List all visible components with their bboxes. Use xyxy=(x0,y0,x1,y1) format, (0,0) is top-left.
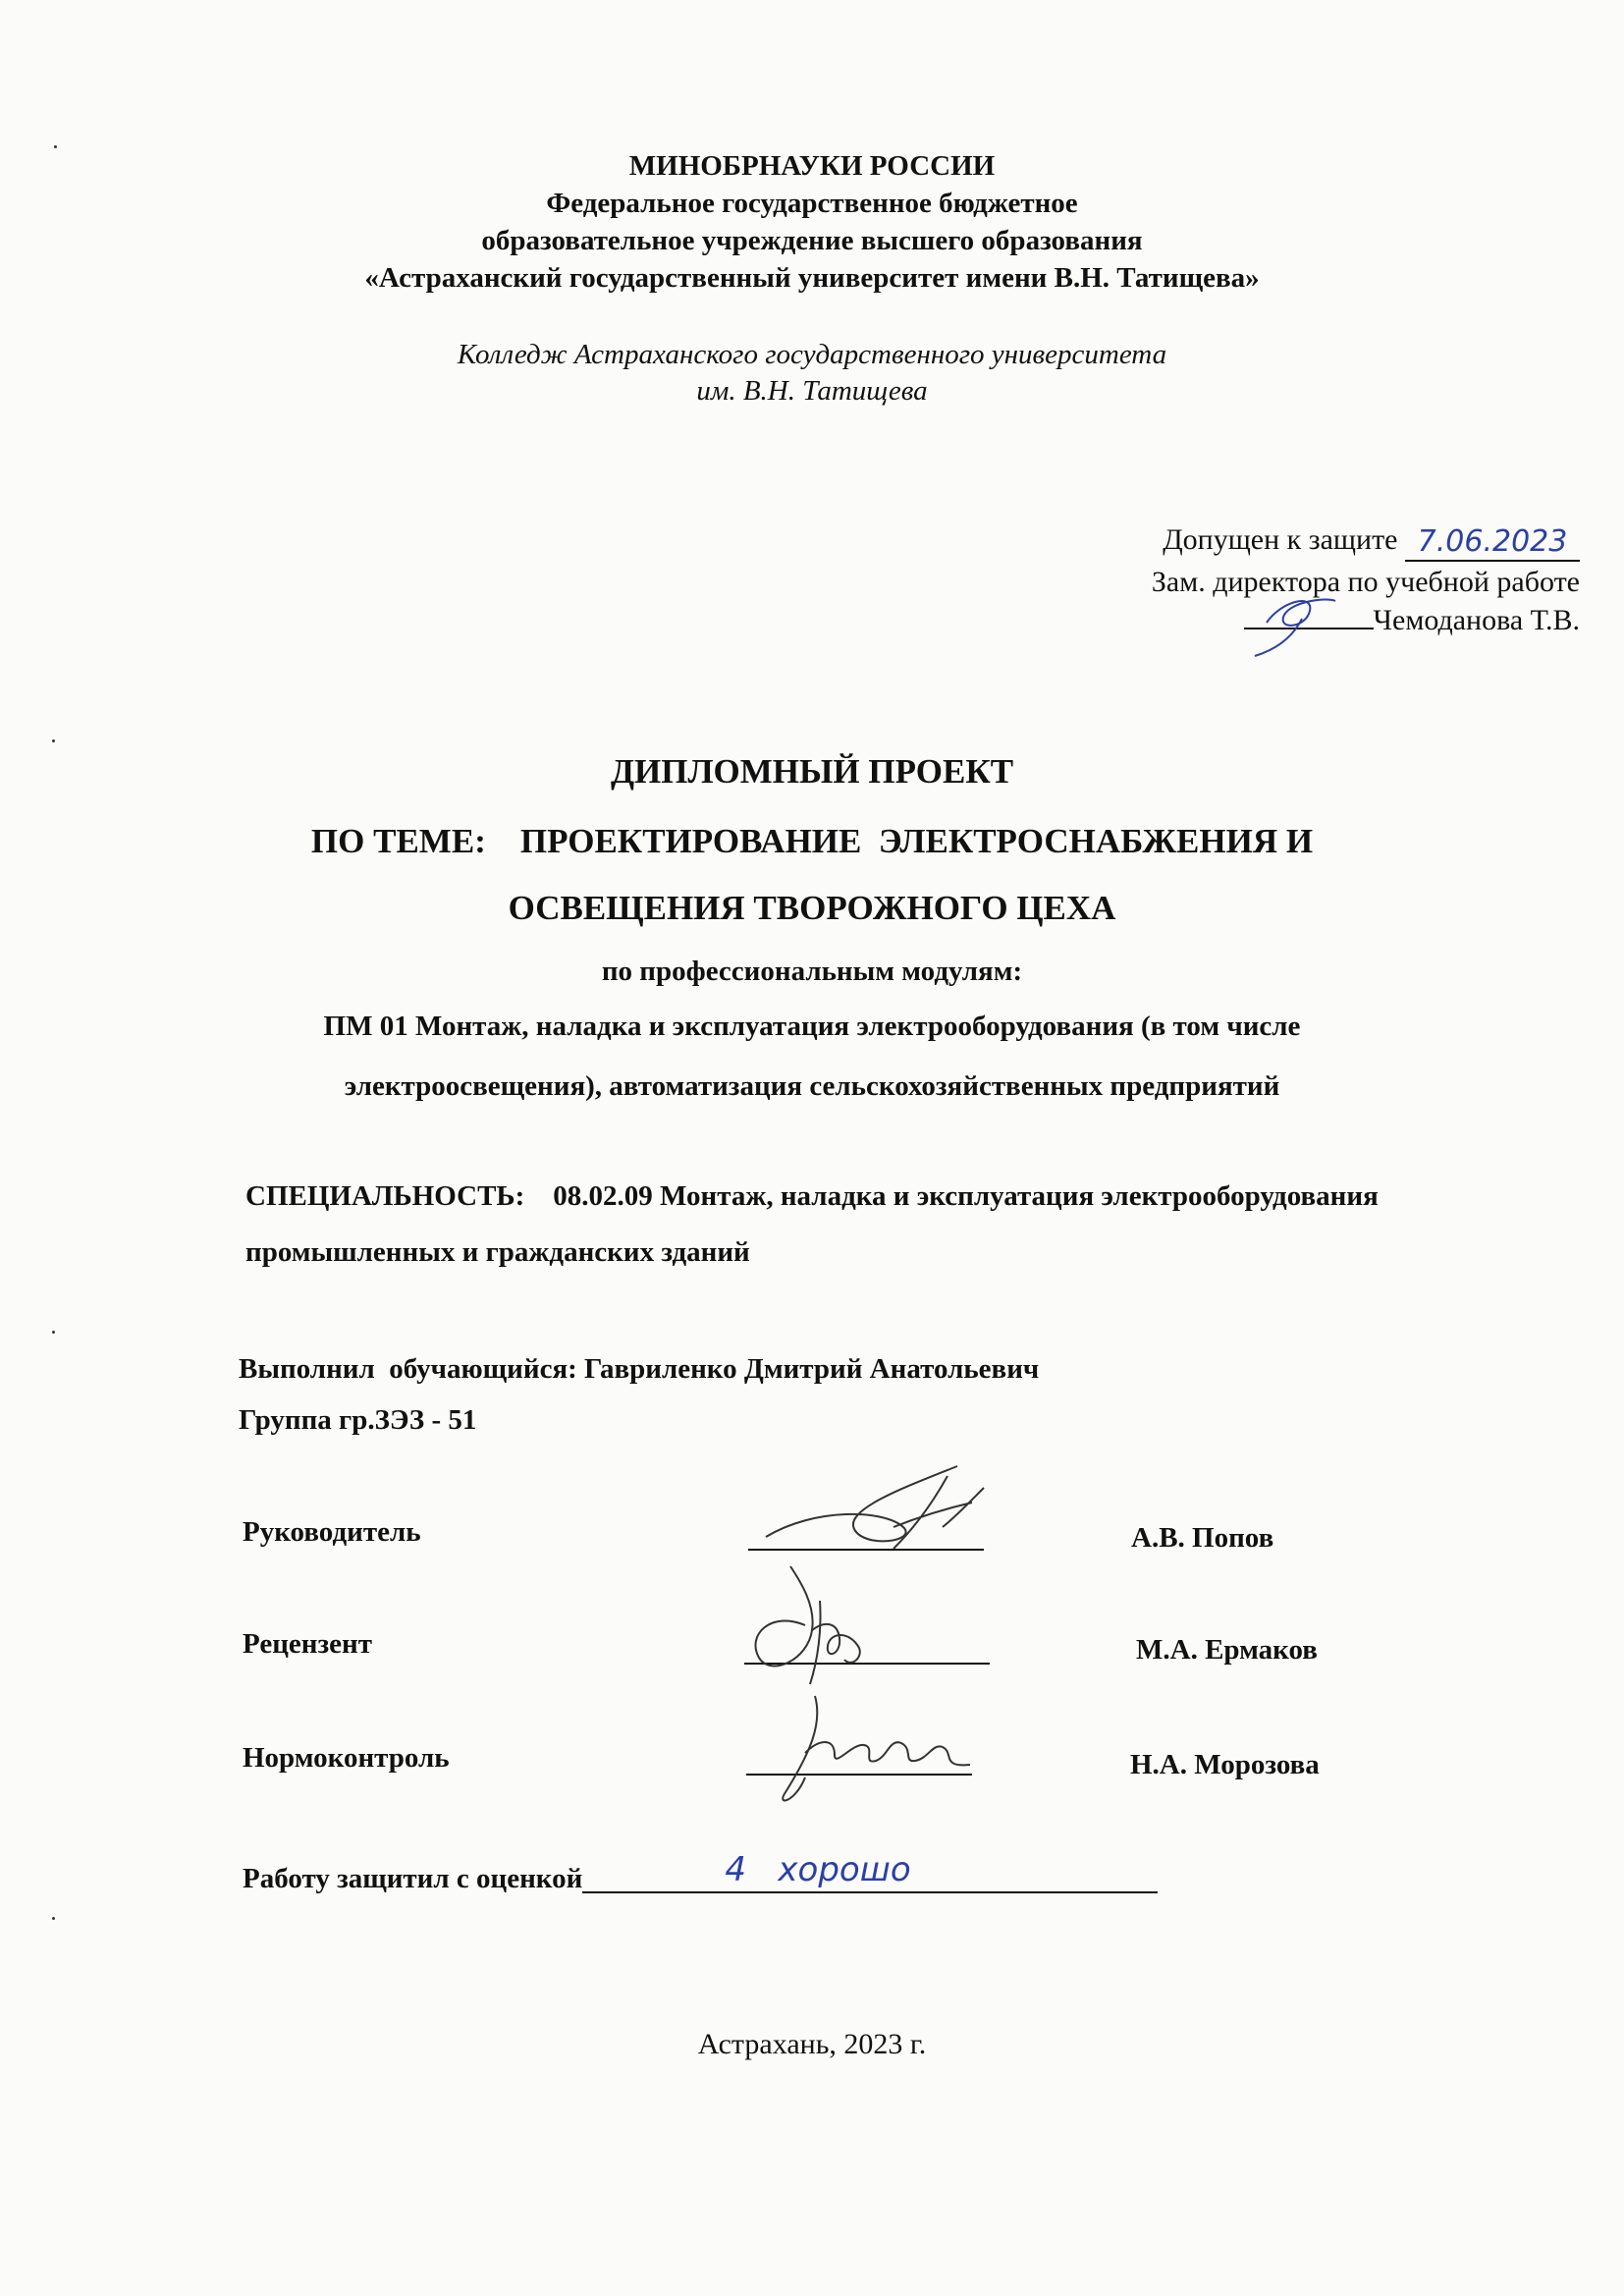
reviewer-signature xyxy=(731,1561,889,1689)
role-supervisor: Руководитель xyxy=(243,1516,421,1548)
grade-value: 4 хорошо xyxy=(725,1850,911,1889)
student-group: Группа гр.ЗЭЗ - 51 xyxy=(239,1404,477,1436)
name-normcontrol: Н.А. Морозова xyxy=(1130,1749,1320,1780)
approval-position: Зам. директора по учебной работе xyxy=(1151,566,1580,598)
approval-signer-row xyxy=(884,602,1580,638)
approval-signer: Чемоданова Т.В. xyxy=(1373,604,1580,636)
specialty-line-2: промышленных и гражданских зданий xyxy=(245,1236,750,1268)
name-reviewer: М.А. Ермаков xyxy=(1136,1634,1318,1666)
ministry: МИНОБРНАУКИ РОССИИ xyxy=(628,150,996,182)
admitted-row xyxy=(884,522,1580,560)
grade-line xyxy=(582,1850,1158,1893)
role-normcontrol: Нормоконтроль xyxy=(243,1742,450,1774)
admitted-label: Допущен к защите xyxy=(1163,523,1398,556)
grade-label: Работу защитил с оценкой xyxy=(243,1863,583,1894)
name-supervisor: А.В. Попов xyxy=(1131,1522,1274,1554)
project-type: ДИПЛОМНЫЙ ПРОЕКТ xyxy=(610,752,1014,791)
module-line-1: ПМ 01 Монтаж, наладка и эксплуатация электрооборудования (в том числе xyxy=(323,1011,1301,1042)
city-year: Астрахань, 2023 г. xyxy=(697,2028,927,2060)
scan-dot xyxy=(52,1917,55,1920)
module-line-2: электроосвещения), автоматизация сельскохозяйственных предприятий xyxy=(344,1070,1280,1102)
admitted-date: 7.06.2023 xyxy=(1417,524,1568,559)
college-line-2: им. В.Н. Татищева xyxy=(696,375,928,407)
project-topic-line-1: ПО ТЕМЕ: ПРОЕКТИРОВАНИЕ ЭЛЕКТРОСНАБЖЕНИЯ И xyxy=(310,822,1314,860)
scan-dot xyxy=(52,739,55,742)
project-topic-line-2: ОСВЕЩЕНИЯ ТВОРОЖНОГО ЦЕХА xyxy=(508,889,1116,927)
modules-label: по профессиональным модулям: xyxy=(601,956,1023,987)
deputy-director-signature xyxy=(1237,572,1355,660)
header-line-2: образовательное учреждение высшего образования xyxy=(481,225,1143,256)
grade-row xyxy=(243,1850,1158,1895)
role-reviewer: Рецензент xyxy=(243,1628,372,1660)
header-line-3: «Астраханский государственный университет имени В.Н. Татищева» xyxy=(364,262,1260,294)
institution-header xyxy=(0,147,1624,297)
supervisor-signature xyxy=(746,1458,1001,1576)
scan-dot xyxy=(52,1331,55,1334)
specialty-line-1: СПЕЦИАЛЬНОСТЬ: 08.02.09 Монтаж, наладка и эксплуатация электрооборудования xyxy=(245,1180,1379,1212)
college-line-1: Колледж Астраханского государственного университета xyxy=(457,339,1167,370)
header-line-1: Федеральное государственное бюджетное xyxy=(546,188,1078,219)
student-performed: Выполнил обучающийся: Гавриленко Дмитрий Анатольевич xyxy=(239,1353,1040,1385)
normcontrol-signature xyxy=(766,1684,982,1812)
admitted-date-line xyxy=(1405,524,1580,562)
college-name xyxy=(0,337,1624,410)
